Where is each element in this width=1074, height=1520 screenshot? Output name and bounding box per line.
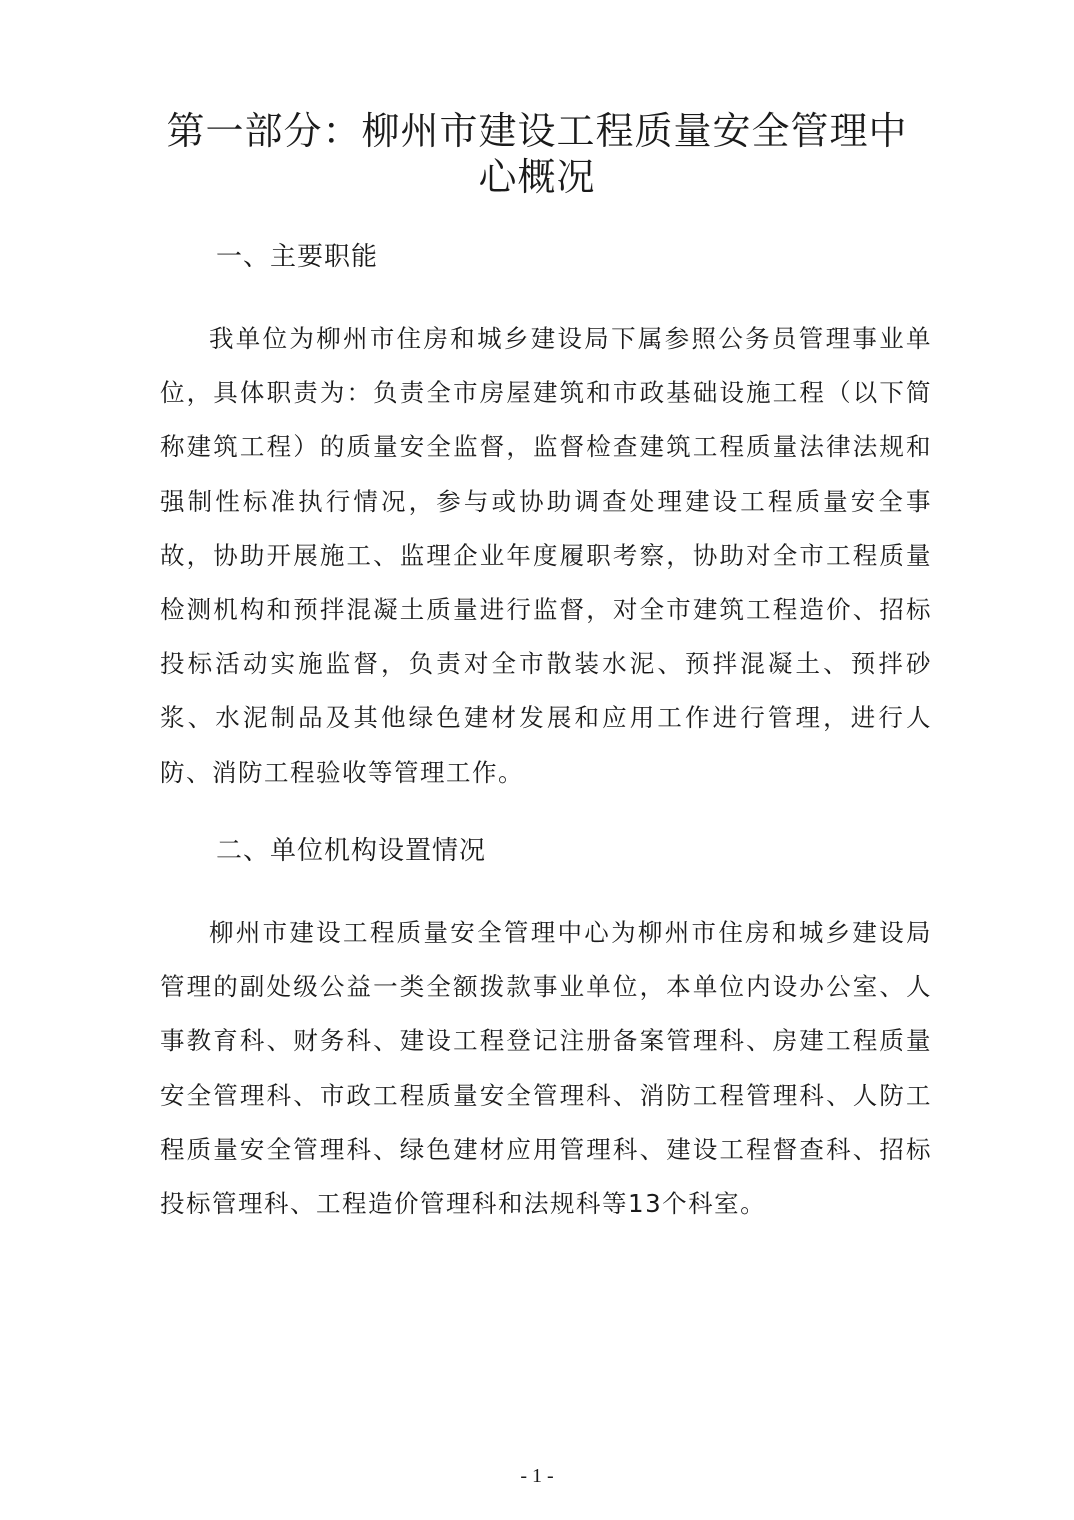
page-number: - 1 - xyxy=(520,1465,554,1487)
paragraph-organization: 柳州市建设工程质量安全管理中心为柳州市住房和城乡建设局管理的副处级公益一类全额拨款事业单位，本单位内设办公室、人事教育科、财务科、建设工程登记注册备案管理科、房建工程质量安全管理科、市政工程质量安全管理科、消防工程管理科、人防工程质量安全管理科、绿色建材应用管理科、建设工程督查科、招标投标管理科、工程造价管理科和法规科等13个科室。 xyxy=(160,918,932,1219)
section-heading-main-functions: 一、主要职能 xyxy=(216,242,379,272)
title-line-2: 心概况 xyxy=(478,155,596,199)
paragraph-main-functions: 我单位为柳州市住房和城乡建设局下属参照公务员管理事业单位，具体职责为：负责全市房屋建筑和市政基础设施工程（以下简称建筑工程）的质量安全监督，监督检查建筑工程质量法律法规和强制性标准执行情况，参与或协助调查处理建设工程质量安全事故，协助开展施工、监理企业年度履职考察，协助对全市工程质量检测机构和预拌混凝土质量进行监督，对全市建筑工程造价、招标投标活动实施监督，负责对全市散装水泥、预拌混凝土、预拌砂浆、水泥制品及其他绿色建材发展和应用工作进行管理，进行人防、消防工程验收等管理工作。 xyxy=(160,324,932,787)
section-heading-organization: 二、单位机构设置情况 xyxy=(216,836,487,866)
page-title xyxy=(140,108,934,200)
title-line-1: 第一部分：柳州市建设工程质量安全管理中 xyxy=(166,109,908,153)
